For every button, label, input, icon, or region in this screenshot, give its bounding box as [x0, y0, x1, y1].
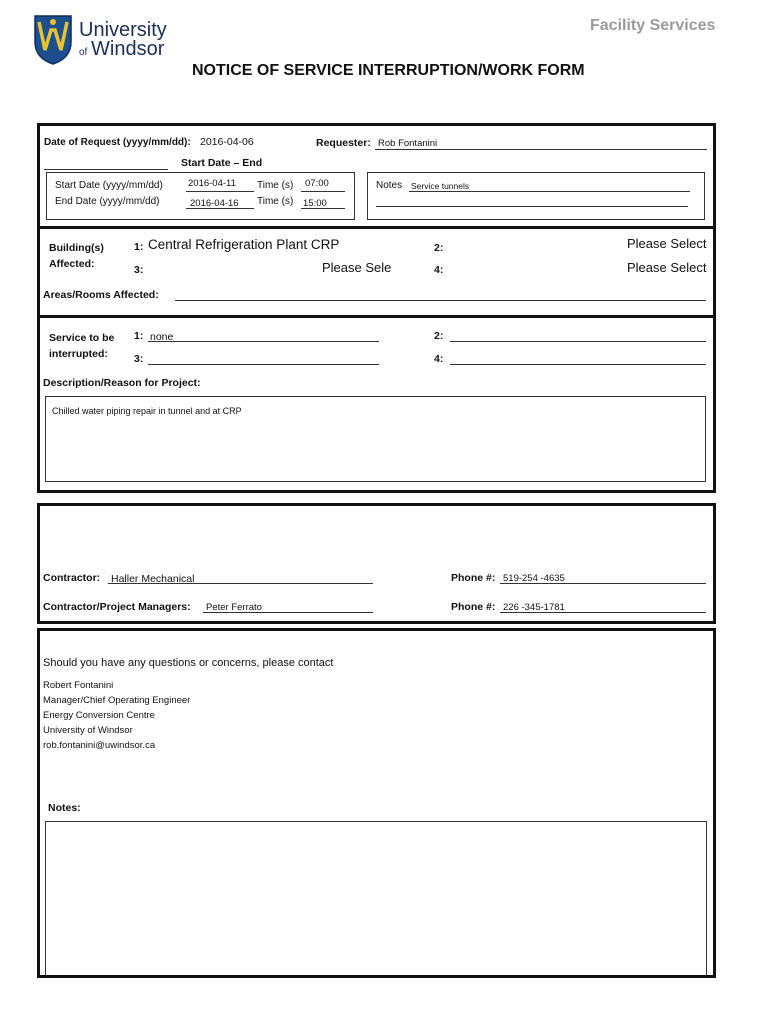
contractor-label: Contractor:	[43, 572, 101, 584]
requester-label: Requester:	[316, 137, 371, 149]
project-managers-value[interactable]: Peter Ferrato	[206, 602, 262, 613]
end-date-label: End Date (yyyy/mm/dd)	[55, 196, 160, 207]
start-time-line	[301, 191, 345, 192]
start-date-label: Start Date (yyyy/mm/dd)	[55, 180, 163, 191]
service-1-value[interactable]: none	[150, 331, 174, 343]
building-3-select[interactable]: Please Sele	[322, 260, 392, 275]
service-label-2: interrupted:	[49, 348, 108, 360]
contact-intro: Should you have any questions or concerns, please contact	[43, 657, 334, 669]
description-value[interactable]: Chilled water piping repair in tunnel and at CRP	[52, 406, 242, 416]
notes-label: Notes:	[48, 802, 81, 814]
notes-box	[367, 172, 705, 220]
start-time-value[interactable]: 07:00	[305, 178, 329, 189]
date-of-request-value[interactable]: 2016-04-06	[200, 136, 254, 148]
service-label-1: Service to be	[49, 332, 115, 344]
contact-department: Energy Conversion Centre	[43, 710, 155, 721]
end-time-label: Time (s)	[257, 196, 294, 207]
requester-value[interactable]: Rob Fontanini	[378, 138, 438, 149]
description-label: Description/Reason for Project:	[43, 377, 201, 389]
request-notes-value[interactable]: Service tunnels	[411, 181, 470, 191]
service-1-number: 1:	[134, 330, 144, 342]
service-2-line[interactable]	[450, 341, 706, 342]
building-2-number: 2:	[434, 242, 444, 254]
areas-rooms-label: Areas/Rooms Affected:	[43, 289, 159, 301]
end-date-value[interactable]: 2016-04-16	[190, 198, 239, 209]
service-2-number: 2:	[434, 330, 444, 342]
start-end-heading: Start Date – End	[181, 157, 263, 169]
department-name: Facility Services	[590, 17, 716, 34]
service-4-line[interactable]	[450, 364, 706, 365]
building-4-select[interactable]: Please Select	[627, 260, 707, 275]
contractor-value[interactable]: Haller Mechanical	[111, 573, 195, 585]
service-3-line[interactable]	[148, 364, 379, 365]
building-1-number: 1:	[134, 241, 144, 253]
logo-text-of: of	[79, 47, 88, 58]
shield-crest-icon	[33, 14, 73, 66]
contact-title: Manager/Chief Operating Engineer	[43, 695, 191, 706]
start-time-label: Time (s)	[257, 180, 294, 191]
building-3-number: 3:	[134, 264, 144, 276]
areas-rooms-line[interactable]	[175, 300, 706, 301]
phone-1-value[interactable]: 519-254 -4635	[503, 573, 565, 584]
contact-organization: University of Windsor	[43, 725, 133, 736]
request-notes-line-1	[409, 191, 690, 192]
buildings-label-1: Building(s)	[49, 242, 104, 254]
notes-textarea[interactable]	[45, 821, 707, 975]
university-logo	[33, 14, 173, 70]
start-date-line	[186, 191, 254, 192]
end-time-value[interactable]: 15:00	[303, 198, 327, 209]
contact-name: Robert Fontanini	[43, 680, 114, 691]
phone-2-label: Phone #:	[451, 601, 496, 613]
service-3-number: 3:	[134, 353, 144, 365]
building-1-select[interactable]: Central Refrigeration Plant CRP	[148, 237, 340, 252]
phone-1-label: Phone #:	[451, 572, 496, 584]
service-1-line[interactable]	[148, 341, 379, 342]
request-underline	[44, 169, 168, 170]
request-notes-label: Notes	[376, 180, 403, 191]
building-4-number: 4:	[434, 264, 444, 276]
service-4-number: 4:	[434, 353, 444, 365]
date-of-request-label: Date of Request (yyyy/mm/dd):	[44, 137, 191, 148]
form-title: NOTICE OF SERVICE INTERRUPTION/WORK FORM	[192, 62, 585, 79]
buildings-label-2: Affected:	[49, 258, 95, 270]
start-date-value[interactable]: 2016-04-11	[188, 178, 236, 189]
request-notes-line-2	[376, 206, 688, 207]
project-managers-label: Contractor/Project Managers:	[43, 601, 191, 613]
logo-text-windsor: Windsor	[91, 38, 165, 60]
logo-text-university: University	[79, 19, 167, 41]
phone-2-value[interactable]: 226 -345-1781	[503, 602, 565, 613]
requester-line	[375, 149, 707, 150]
building-2-select[interactable]: Please Select	[627, 236, 707, 251]
contact-email: rob.fontanini@uwindsor.ca	[43, 740, 156, 751]
